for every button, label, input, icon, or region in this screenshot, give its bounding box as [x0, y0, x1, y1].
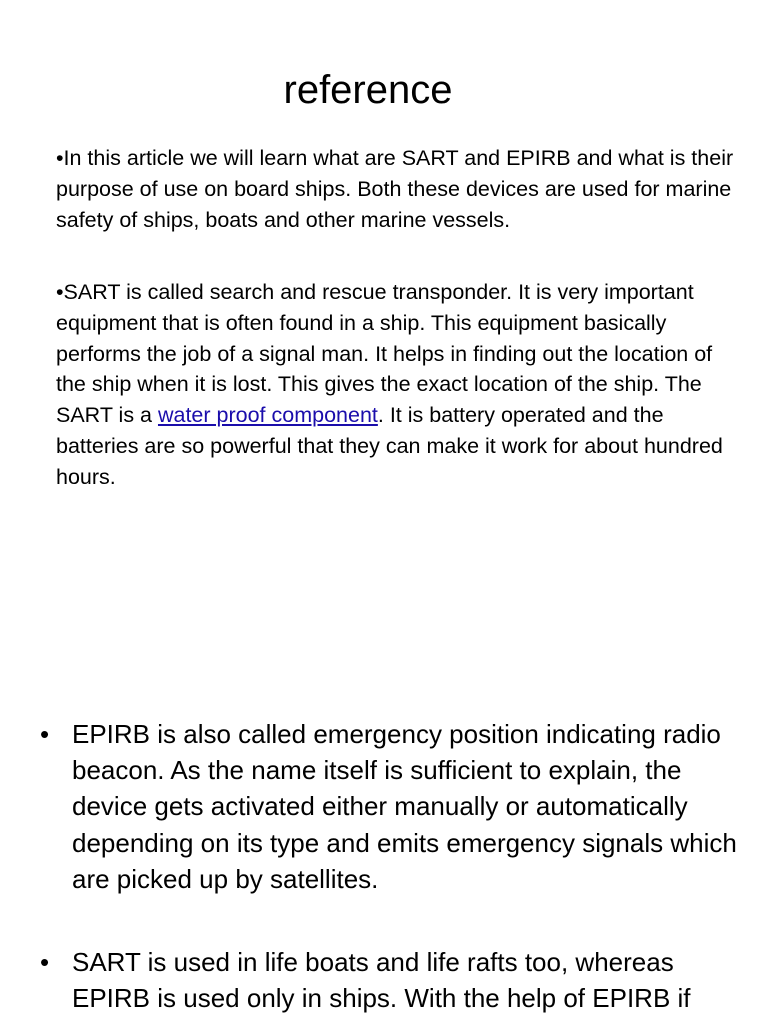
sart-epirb-bullet-text: SART is used in life boats and life rafts too, whereas EPIRB is used only in ships. With the help of EPIRB if — [72, 947, 691, 1014]
slide-title: reference — [283, 68, 453, 112]
bullet-marker: • — [40, 719, 50, 749]
intro-paragraph — [56, 143, 746, 235]
list-item — [40, 716, 740, 897]
intro-paragraph-text: In this article we will learn what are SART and EPIRB and what is their purpose of use on board ships. Both these devices are used for marine safety of ships, boats and other marine vessels. — [56, 146, 734, 232]
epirb-bullet-list — [40, 716, 740, 933]
sart-paragraph-text-end: . It is battery operated and the batteries are so powerful that they can make it work for about hundred hours. — [56, 403, 723, 489]
sart-epirb-bullet-list — [40, 944, 740, 1024]
bullet-marker: • — [40, 947, 50, 977]
paragraph-bullet: • — [56, 146, 64, 170]
epirb-bullet-text: EPIRB is also called emergency position indicating radio beacon. As the name itself is sufficient to explain, the device gets activated either manually or automatically depending on its type and emits emergency signals which are picked up by satellites. — [72, 719, 737, 894]
sart-paragraph-text-start: SART is called search and rescue transponder. It is very important equipment that is often found in a ship. This equipment basically performs the job of a signal man. It helps in finding out the location of the ship when it is lost. This gives the exact location of the ship. The SART is a — [56, 280, 713, 428]
list-item — [40, 944, 740, 1016]
paragraph-bullet: • — [56, 280, 64, 304]
water-proof-component-link[interactable]: water proof component — [157, 403, 378, 428]
sart-paragraph — [56, 277, 746, 493]
